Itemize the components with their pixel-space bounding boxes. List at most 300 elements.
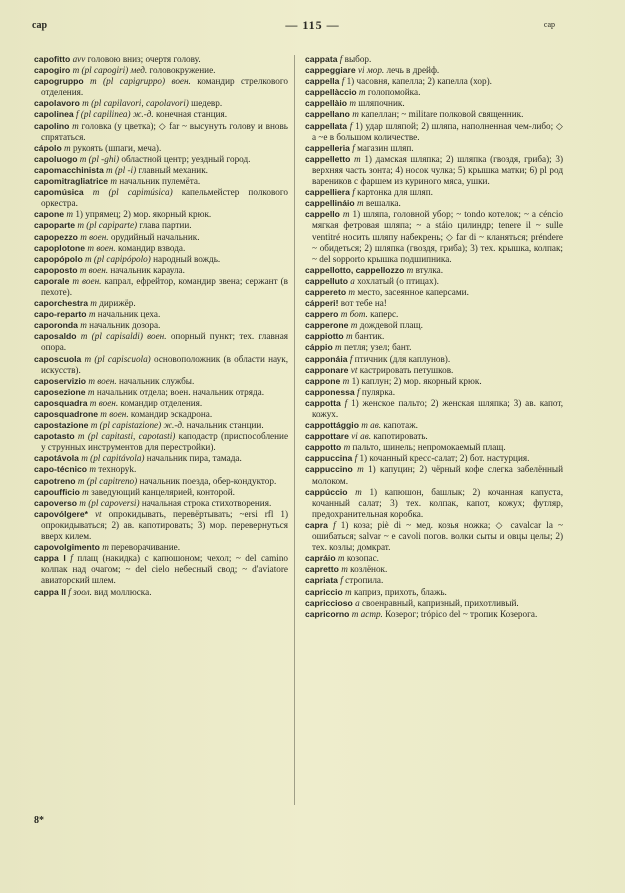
dictionary-entry [34, 587, 288, 598]
dictionary-entry [34, 409, 288, 420]
headword: capponáia [305, 353, 348, 364]
translation: 1) часовня, капелла; 2) капелла (хор). [346, 76, 492, 87]
headword: capolino [34, 120, 70, 131]
translation: переворачивание. [111, 542, 181, 553]
translation: капотаж. [383, 420, 418, 431]
grammar-label: f зоол. [68, 586, 92, 597]
translation: народный вождь. [153, 253, 221, 264]
dictionary-entry [305, 376, 563, 387]
headword: cappuccino [305, 464, 353, 475]
dictionary-entry [34, 298, 288, 309]
dictionary-entry [305, 354, 563, 365]
headword: caposcuola [34, 353, 82, 364]
grammar-label: f [333, 519, 336, 530]
grammar-label: m [82, 486, 89, 497]
headword: capopópolo [34, 253, 83, 264]
dictionary-entry [34, 542, 288, 553]
dictionary-entry [305, 54, 563, 65]
grammar-label: m воен. [72, 275, 102, 286]
right-column [305, 54, 563, 620]
translation: картонка для шляп. [357, 187, 433, 198]
headword: cappellata [305, 120, 348, 131]
translation: 1) упрямец; 2) мор. якорный крюк. [75, 209, 212, 220]
translation: капельмейстер полкового оркестра. [41, 187, 288, 209]
grammar-label: m (pl -i) [106, 164, 137, 175]
headword: capperone [305, 320, 349, 331]
headword: capone [34, 209, 65, 220]
dictionary-entry [305, 598, 563, 609]
translation: командир отделения. [120, 397, 203, 408]
dictionary-entry [34, 76, 288, 98]
headword: caporchestra [34, 298, 88, 309]
grammar-label: m [355, 486, 362, 497]
translation: конечная станция. [156, 109, 228, 120]
grammar-label: m воен. [80, 231, 109, 242]
grammar-label: vt [350, 364, 358, 375]
translation: своенравный, капризный, прихотливый. [361, 597, 519, 608]
translation: козлёнок. [350, 564, 388, 575]
translation: вот тебе на! [340, 298, 387, 309]
grammar-label: m (pl capipópolo) [85, 253, 151, 264]
grammar-label: f [344, 397, 348, 408]
translation: головка (у цветка); ◇ far ~ высунуть голову и вновь спрятаться. [41, 120, 288, 142]
grammar-label: m [348, 286, 356, 297]
dictionary-entry [305, 121, 563, 143]
headword: capovolgimento [34, 542, 100, 553]
translation: 1) дамская шляпка; 2) шляпка (гвоздя, гриба); 3) верхняя часть зонта; 4) носок чулка; 5) крышка матки; 6) pl род вареников с фаршем из куриного мяса, ушки. [312, 153, 564, 187]
headword: cappottággio [305, 420, 359, 431]
translation: начальная строка стихотворения. [141, 497, 272, 508]
headword: capogiro [34, 65, 71, 76]
headword: capriccioso [305, 597, 353, 608]
translation: начальник пулемёта. [119, 176, 201, 187]
dictionary-entry [305, 287, 563, 298]
translation: птичник (для каплунов). [354, 353, 451, 364]
headword: cappeggiare [305, 65, 356, 76]
dictionary-entry [34, 453, 288, 464]
dictionary-entry [305, 143, 563, 154]
translation: 1) шляпа, головной убор; ~ tondo котелок; ~ a céncio мягкая фетровая шляпа; ~ a stáio цилиндр; tenere il ~ sulle ventitré носить шляпу набекрень; ◇ far di ~ кланяться; préndere ~ обидеться; 2) шляпка (гвоздя, гриба); 3) тех. крышка, колпак; ~ del sopporto крышка подшипника. [312, 209, 563, 264]
dictionary-entry [34, 476, 288, 487]
headword: capponessa [305, 386, 355, 397]
grammar-label: m воен. [88, 375, 117, 386]
grammar-label: f [352, 142, 355, 153]
translation: магазин шляп. [357, 142, 414, 153]
translation: каподастр (приспособление у струнных инструментов для перестройки). [41, 431, 289, 453]
grammar-label: m [356, 198, 364, 209]
headword: capoverso [34, 497, 77, 508]
translation: основоположник (в области наук, искусств). [41, 353, 288, 375]
headword: cappellináio [305, 198, 355, 209]
translation: место, засеянное каперсами. [357, 286, 469, 297]
grammar-label: avv [72, 54, 86, 64]
dictionary-entry [34, 553, 288, 586]
translation: техноруk. [98, 464, 137, 475]
translation: 1) женское пальто; 2) женская шляпка; 3) ав. капот, кожух. [312, 397, 564, 419]
dictionary-entry [34, 54, 288, 65]
grammar-label: m (pl -ghi) [79, 153, 120, 164]
left-column [34, 54, 288, 598]
headword: cappottare [305, 431, 349, 442]
translation: кастрировать петушков. [359, 364, 454, 375]
grammar-label: m (pl capitávola) [81, 453, 145, 464]
grammar-label: m [80, 320, 87, 331]
grammar-label: m [357, 464, 364, 475]
dictionary-entry [34, 487, 288, 498]
translation: капрал, ефрейтор, командир звена; сержант (в пехоте). [41, 275, 289, 297]
dictionary-entry [34, 65, 288, 76]
dictionary-entry [34, 309, 288, 320]
headword: caporale [34, 275, 70, 286]
headword: caposquadra [34, 397, 88, 408]
translation: капеллан; ~ militare полковой священник. [361, 109, 524, 120]
grammar-label: m бот. [340, 309, 368, 320]
headword: capotávola [34, 453, 79, 464]
translation: бантик. [354, 331, 385, 342]
grammar-label: a [350, 275, 355, 286]
grammar-label: m [66, 209, 74, 220]
translation: выбор. [344, 54, 372, 64]
translation: командир эскадрона. [130, 409, 213, 419]
headword: cappellotto, cappellozzo [305, 264, 405, 275]
grammar-label: m (pl capiscuola) [84, 353, 151, 364]
page-header [22, 20, 603, 34]
grammar-label: m [345, 331, 353, 342]
headword: capolinea [34, 109, 74, 120]
grammar-label: m [337, 553, 345, 564]
page-number: — 115 — [285, 18, 340, 32]
grammar-label: m [354, 153, 361, 164]
dictionary-entry [305, 65, 563, 76]
dictionary-entry [34, 165, 288, 176]
translation: пулярка. [361, 386, 396, 397]
headword: capo-reparto [34, 309, 87, 320]
headword: caposaldo [34, 331, 77, 342]
dictionary-entry [305, 154, 563, 187]
grammar-label: m астр. [351, 608, 383, 619]
grammar-label: m [90, 298, 97, 309]
dictionary-entry [305, 276, 563, 287]
grammar-label: m [358, 87, 366, 98]
headword: cappellàio [305, 98, 348, 109]
translation: опрокидывать, перевёртывать; ~ersi rfl 1) опрокидываться; 2) ав. капотировать; 3) мор. перевернуться вверх килем. [41, 508, 289, 542]
dictionary-entry [305, 187, 563, 198]
dictionary-entry [34, 464, 288, 475]
dictionary-entry [34, 243, 288, 254]
grammar-label: m (pl capitreno) [77, 475, 138, 486]
grammar-label: m [110, 176, 117, 187]
translation: начальник службы. [118, 375, 195, 386]
headword: caposezione [34, 386, 86, 397]
grammar-label: m (pl capimúsica) [92, 187, 173, 198]
headword: capriata [305, 575, 338, 586]
dictionary-entry [305, 442, 563, 453]
grammar-label: m [352, 109, 359, 120]
translation: капотировать. [373, 431, 428, 442]
translation: петля; узел; бант. [343, 342, 412, 353]
grammar-label: m (pl capoversi) [79, 497, 140, 508]
translation: 1) капуцин; 2) чёрный кофе слегка забелённый молоком. [312, 464, 564, 486]
translation: глава партии. [139, 220, 192, 231]
headword: cappuccina [305, 453, 353, 464]
translation: вешалка. [365, 198, 401, 209]
dictionary-entry [305, 265, 563, 276]
translation: пальто, шинель; непромокаемый плащ. [352, 442, 506, 453]
grammar-label: m [406, 264, 414, 275]
dictionary-entry [34, 320, 288, 331]
headword: cappone [305, 375, 341, 386]
grammar-label: f [70, 553, 73, 564]
translation: 1) капюшон, башлык; 2) кочанная капуста, кочанный салат; 3) тех. колпак, капот, кожух; футляр, предохранительная коробка. [312, 486, 564, 519]
translation: опорный пункт; тех. главная опора. [41, 331, 289, 353]
dictionary-entry [305, 309, 563, 320]
headword: capponare [305, 364, 349, 375]
translation: каперс. [370, 309, 399, 320]
headword: cappúccio [305, 486, 348, 497]
dictionary-entry [305, 320, 563, 331]
dictionary-entry [34, 376, 288, 387]
dictionary-entry [34, 354, 288, 376]
grammar-label: m воен. [87, 242, 116, 253]
grammar-label: f [340, 575, 343, 586]
translation: областной центр; уездный город. [121, 153, 251, 164]
headword: capovólgere* [34, 508, 88, 519]
headword: capoufficio [34, 486, 80, 497]
column-divider [294, 55, 295, 805]
translation: начальник отдела; воен. начальник отряда. [96, 386, 265, 397]
grammar-label: a [355, 597, 360, 608]
dictionary-entry [34, 254, 288, 265]
dictionary-entry [305, 453, 563, 464]
translation: дирижёр. [99, 298, 136, 309]
headword: cappata [305, 54, 338, 64]
headword: cappiotto [305, 331, 344, 342]
headword: cappellàccio [305, 87, 357, 98]
grammar-label: f [349, 120, 353, 131]
grammar-label: m [72, 120, 79, 131]
translation: лечь в дрейф. [386, 65, 440, 76]
grammar-label: m (pl capigruppo) воен. [90, 76, 191, 87]
headword: cappella [305, 76, 340, 87]
dictionary-entry [34, 220, 288, 231]
grammar-label: m (pl capiparte) [77, 220, 138, 231]
grammar-label: f [352, 187, 355, 198]
dictionary-entry [305, 587, 563, 598]
headword: cappello [305, 209, 340, 220]
translation: хохлатый (о птицах). [357, 275, 439, 286]
headword: capriccio [305, 586, 343, 597]
headword: cappero [305, 309, 339, 320]
grammar-label: vi ав. [351, 431, 372, 442]
dictionary-entry [305, 109, 563, 120]
translation: начальник дозора. [89, 320, 161, 331]
grammar-label: m [349, 98, 356, 109]
headword: capoluogo [34, 153, 78, 164]
dictionary-entry [305, 553, 563, 564]
grammar-label: m (pl capitasti, capotasti) [77, 431, 176, 442]
headword: cappelleria [305, 142, 350, 153]
headword: cappelliera [305, 187, 350, 198]
headword: capotasto [34, 431, 75, 442]
left-guide-word: cap [32, 20, 47, 31]
dictionary-entry [305, 431, 563, 442]
headword: caporonda [34, 320, 78, 331]
headword: capogruppo [34, 76, 84, 87]
translation: втулка. [415, 264, 444, 275]
headword: cappotta [305, 397, 341, 408]
dictionary-entry [34, 154, 288, 165]
grammar-label: m воен. [89, 397, 119, 408]
headword: capoparte [34, 220, 76, 231]
translation: начальник цеха. [97, 309, 161, 320]
grammar-label: m [342, 209, 350, 220]
translation: Козерог; trópico del ~ тропик Козерога. [385, 608, 538, 619]
dictionary-entry [34, 209, 288, 220]
dictionary-entry [34, 187, 288, 209]
grammar-label: f [341, 76, 345, 87]
grammar-label: vi мор. [357, 65, 385, 76]
right-guide-word: cap [543, 20, 555, 29]
grammar-label: m [343, 442, 351, 453]
translation: командир стрелкового отделения. [41, 76, 289, 98]
translation: орудийный начальник. [110, 231, 200, 242]
grammar-label: f [349, 353, 353, 364]
translation: шедевр. [191, 98, 223, 109]
translation: каприз, прихоть, блажь. [353, 586, 447, 597]
headword: capomitragliatrice [34, 176, 109, 187]
dictionary-entry [34, 387, 288, 398]
translation: дождевой плащ. [359, 320, 423, 331]
translation: шляпочник. [358, 98, 405, 109]
translation: 1) кочанный кресс-салат; 2) бот. настурция. [359, 453, 530, 464]
translation: плащ (накидка) с капюшоном; чехол; ~ del camino колпак над очагом; ~ del cielo небесный свод; ~ d'aviatore авиаторский шлем. [41, 553, 289, 586]
headword: capostazione [34, 420, 89, 431]
dictionary-entry [34, 398, 288, 409]
grammar-label: m (pl capistazione) ж.-д. [90, 420, 185, 431]
dictionary-entry [34, 420, 288, 431]
headword: capretto [305, 564, 339, 575]
dictionary-entry [305, 365, 563, 376]
headword: cappereto [305, 286, 347, 297]
grammar-label: m [102, 542, 109, 553]
dictionary-entry [305, 87, 563, 98]
dictionary-entry [34, 331, 288, 353]
dictionary-entry [34, 176, 288, 187]
translation: стропила. [345, 575, 384, 586]
grammar-label: m [87, 386, 95, 397]
headword: caposervizio [34, 375, 87, 386]
grammar-label: m [88, 309, 96, 320]
headword: capo-técnico [34, 464, 88, 475]
dictionary-entry [34, 109, 288, 120]
translation: 1) каплун; 2) мор. якорный крюк. [351, 375, 482, 386]
dictionary-entry [34, 143, 288, 154]
translation: головокружение. [149, 65, 216, 76]
translation: начальник станции. [186, 420, 264, 431]
dictionary-entry [305, 520, 563, 553]
dictionary-entry [34, 498, 288, 509]
grammar-label: f [356, 386, 360, 397]
dictionary-entry [34, 121, 288, 143]
headword: capolavoro [34, 98, 80, 109]
headword: capricorno [305, 608, 350, 619]
grammar-label: m воен. [79, 264, 109, 275]
translation: головою вниз; очертя голову. [87, 54, 201, 64]
dictionary-entry [305, 98, 563, 109]
translation: начальник пира, тамада. [146, 453, 242, 464]
grammar-label: m [341, 564, 348, 575]
headword: cappa II [34, 586, 66, 597]
headword: capopezzo [34, 231, 78, 242]
dictionary-entry [34, 232, 288, 243]
translation: заведующий канцелярией, конторой. [91, 486, 235, 497]
grammar-label: m [89, 464, 96, 475]
translation: начальник караула. [110, 264, 185, 275]
dictionary-entry [34, 509, 288, 542]
dictionary-entry [305, 342, 563, 353]
dictionary-entry [305, 298, 563, 309]
headword: cappellano [305, 109, 350, 120]
dictionary-entry [305, 76, 563, 87]
headword: cappelletto [305, 153, 351, 164]
grammar-label: m [335, 342, 342, 353]
headword: cáppio [305, 342, 333, 353]
dictionary-entry [34, 265, 288, 276]
headword: cápperi! [305, 298, 339, 309]
translation: голопомойка. [367, 87, 421, 98]
dictionary-entry [305, 420, 563, 431]
headword: capráio [305, 553, 336, 564]
dictionary-entry [305, 609, 563, 620]
translation: главный механик. [138, 164, 208, 175]
dictionary-entry [305, 464, 563, 486]
translation: начальник поезда, обер-кондуктор. [139, 475, 277, 486]
dictionary-entry [34, 276, 288, 298]
headword: cápolo [34, 142, 62, 153]
headword: capomúsica [34, 187, 84, 198]
grammar-label: m воен. [100, 409, 129, 419]
dictionary-entry [34, 431, 288, 453]
headword: capofitto [34, 54, 71, 64]
dictionary-entry [305, 398, 563, 420]
grammar-label: m [345, 586, 352, 597]
grammar-label: m (pl capilavori, capolavori) [82, 98, 189, 109]
grammar-label: f (pl capilinea) ж.-д. [75, 109, 154, 120]
translation: вид моллюска. [94, 586, 152, 597]
headword: cappotto [305, 442, 342, 453]
grammar-label: m [350, 320, 358, 331]
translation: рукоять (шпаги, меча). [72, 142, 162, 153]
grammar-label: m (pl capogiri) мед. [72, 65, 148, 76]
translation: 1) коза; piè di ~ мед. козья ножка; ◇ cavalcar la ~ ошибаться; salvar ~ e cavoli погов. волки сыты и овцы целы; 2) тех. козлы; домкрат. [312, 519, 563, 553]
grammar-label: vt [94, 508, 102, 519]
dictionary-entry [34, 98, 288, 109]
grammar-label: m (pl capisaldi) воен. [80, 331, 167, 342]
dictionary-entry [305, 331, 563, 342]
dictionary-entry [305, 198, 563, 209]
signature-mark: 8* [34, 815, 44, 826]
dictionary-entry [305, 487, 563, 520]
grammar-label: m [342, 375, 350, 386]
headword: capra [305, 519, 328, 530]
translation: 1) удар шляпой; 2) шляпа, наполненная чем-либо; ◇ a ~e в большом количестве. [312, 120, 563, 142]
grammar-label: f [354, 453, 358, 464]
dictionary-entry [305, 387, 563, 398]
headword: capoplotone [34, 242, 86, 253]
translation: козопас. [346, 553, 379, 564]
translation: командир взвода. [118, 242, 186, 253]
headword: cappa I [34, 553, 66, 564]
